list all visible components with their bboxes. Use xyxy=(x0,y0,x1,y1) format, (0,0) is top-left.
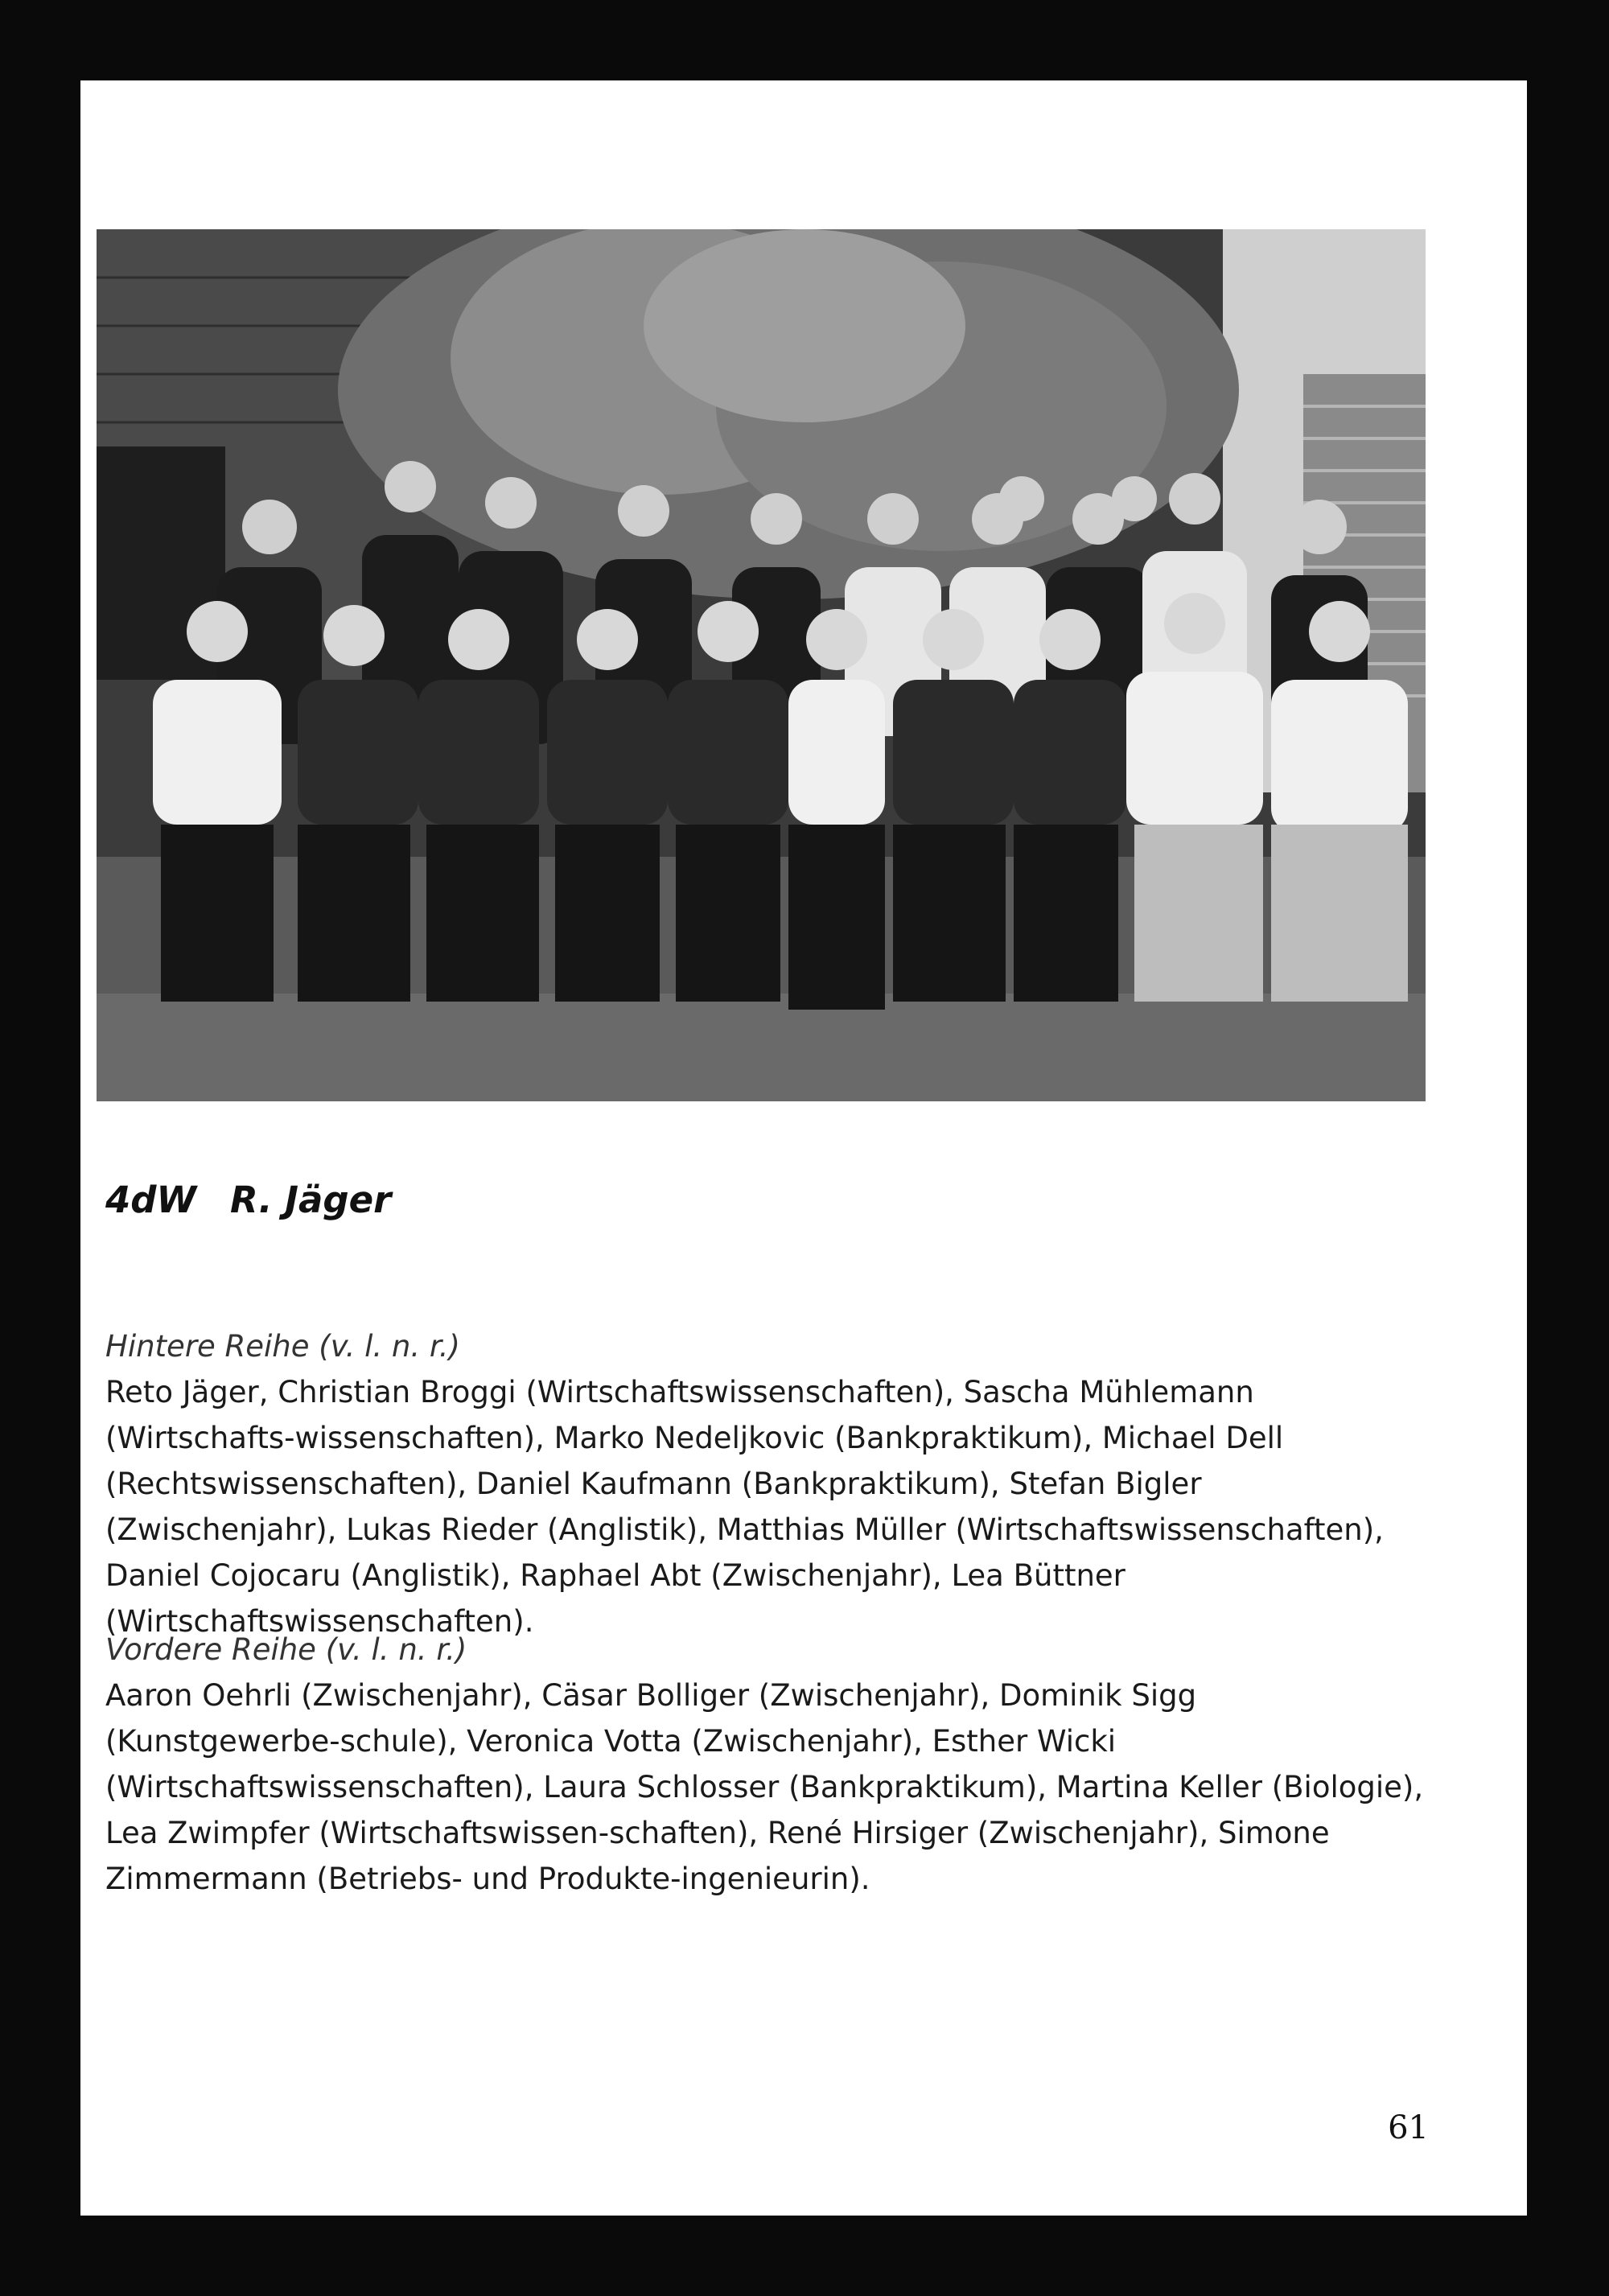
class-heading xyxy=(105,1179,391,1221)
back-row-label: Hintere Reihe (v. l. n. r.) xyxy=(105,1329,460,1364)
back-row-caption xyxy=(105,1323,1425,1644)
teacher-name: R. Jäger xyxy=(230,1179,392,1221)
back-row-names: Reto Jäger, Christian Broggi (Wirtschaftswissenschaften), Sascha Mühlemann (Wirtschafts-wissenschaften), Marko Nedeljkovic (Bankpraktikum), Michael Dell (Rechtswissenschaften), Daniel Kaufmann (Bankpraktikum), Stefan Bigler (Zwischenjahr), Lukas Rieder (Anglistik), Matthias Müller (Wirtschaftswissenschaften), Daniel Cojocaru (Anglistik), Raphael Abt (Zwischenjahr), Lea Büttner (Wirtschaftswissenschaften). xyxy=(105,1375,1384,1639)
class-code: 4dW xyxy=(105,1179,197,1221)
document-page xyxy=(80,80,1527,2216)
front-row-caption xyxy=(105,1627,1425,1902)
photo-illustration xyxy=(97,229,1426,1101)
front-row-label: Vordere Reihe (v. l. n. r.) xyxy=(105,1632,467,1667)
page-number: 61 xyxy=(1388,2109,1429,2146)
front-row-names: Aaron Oehrli (Zwischenjahr), Cäsar Bolliger (Zwischenjahr), Dominik Sigg (Kunstgewerbe-schule), Veronica Votta (Zwischenjahr), Esther Wicki (Wirtschaftswissenschaften), Laura Schlosser (Bankpraktikum), Martina Keller (Biologie), Lea Zwimpfer (Wirtschaftswissen-schaften), René Hirsiger (Zwischenjahr), Simone Zimmermann (Betriebs- und Produkte-ingenieurin). xyxy=(105,1678,1424,1896)
class-group-photo xyxy=(97,229,1426,1101)
